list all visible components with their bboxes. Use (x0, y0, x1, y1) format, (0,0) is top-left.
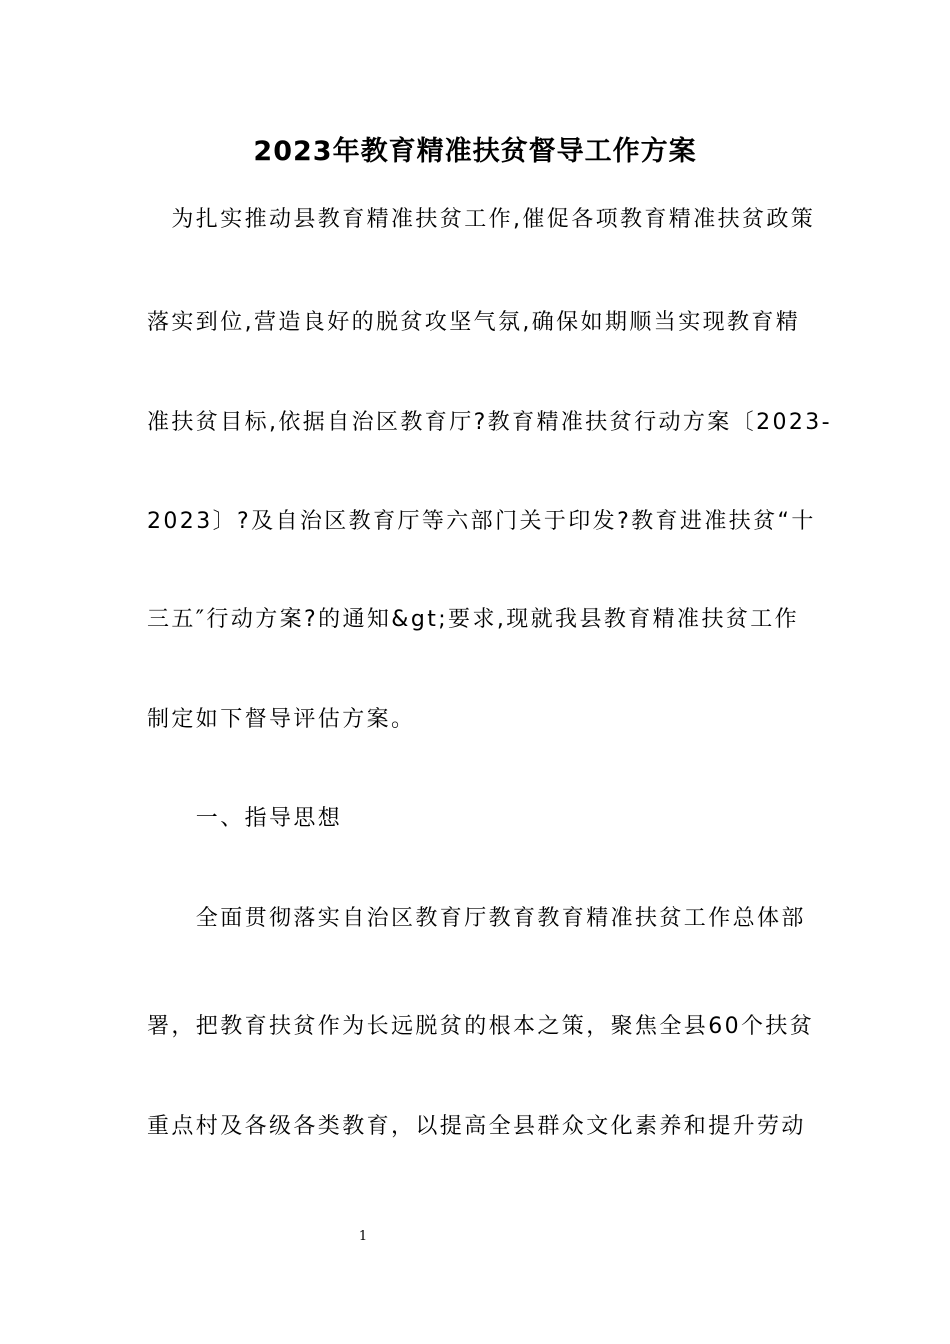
paragraph-line: 准扶贫目标,依据自治区教育厅?教育精准扶贫行动方案〔2023- (147, 410, 832, 435)
paragraph-line: 三五″行动方案?的通知&gt;要求,现就我县教育精准扶贫工作 (147, 607, 800, 632)
paragraph-line: 重点村及各级各类教育，以提高全县群众文化素养和提升劳动 (147, 1114, 806, 1139)
section-heading: 一、指导思想 (147, 806, 343, 831)
paragraph-line: 署，把教育扶贫作为长远脱贫的根本之策，聚焦全县60个扶贫 (147, 1014, 815, 1039)
paragraph-line: 制定如下督导评估方案。 (147, 707, 416, 732)
paragraph-line: 落实到位,营造良好的脱贫攻坚气氛,确保如期顺当实现教育精 (147, 310, 801, 335)
page-number: 1 (358, 1229, 368, 1244)
paragraph-line: 全面贯彻落实自治区教育厅教育教育精准扶贫工作总体部 (147, 906, 806, 931)
paragraph-line: 为扎实推动县教育精准扶贫工作,催促各项教育精准扶贫政策 (147, 207, 816, 232)
document-title: 2023年教育精准扶贫督导工作方案 (253, 136, 697, 167)
paragraph-line: 2023〕?及自治区教育厅等六部门关于印发?教育进准扶贫“十 (147, 509, 816, 534)
